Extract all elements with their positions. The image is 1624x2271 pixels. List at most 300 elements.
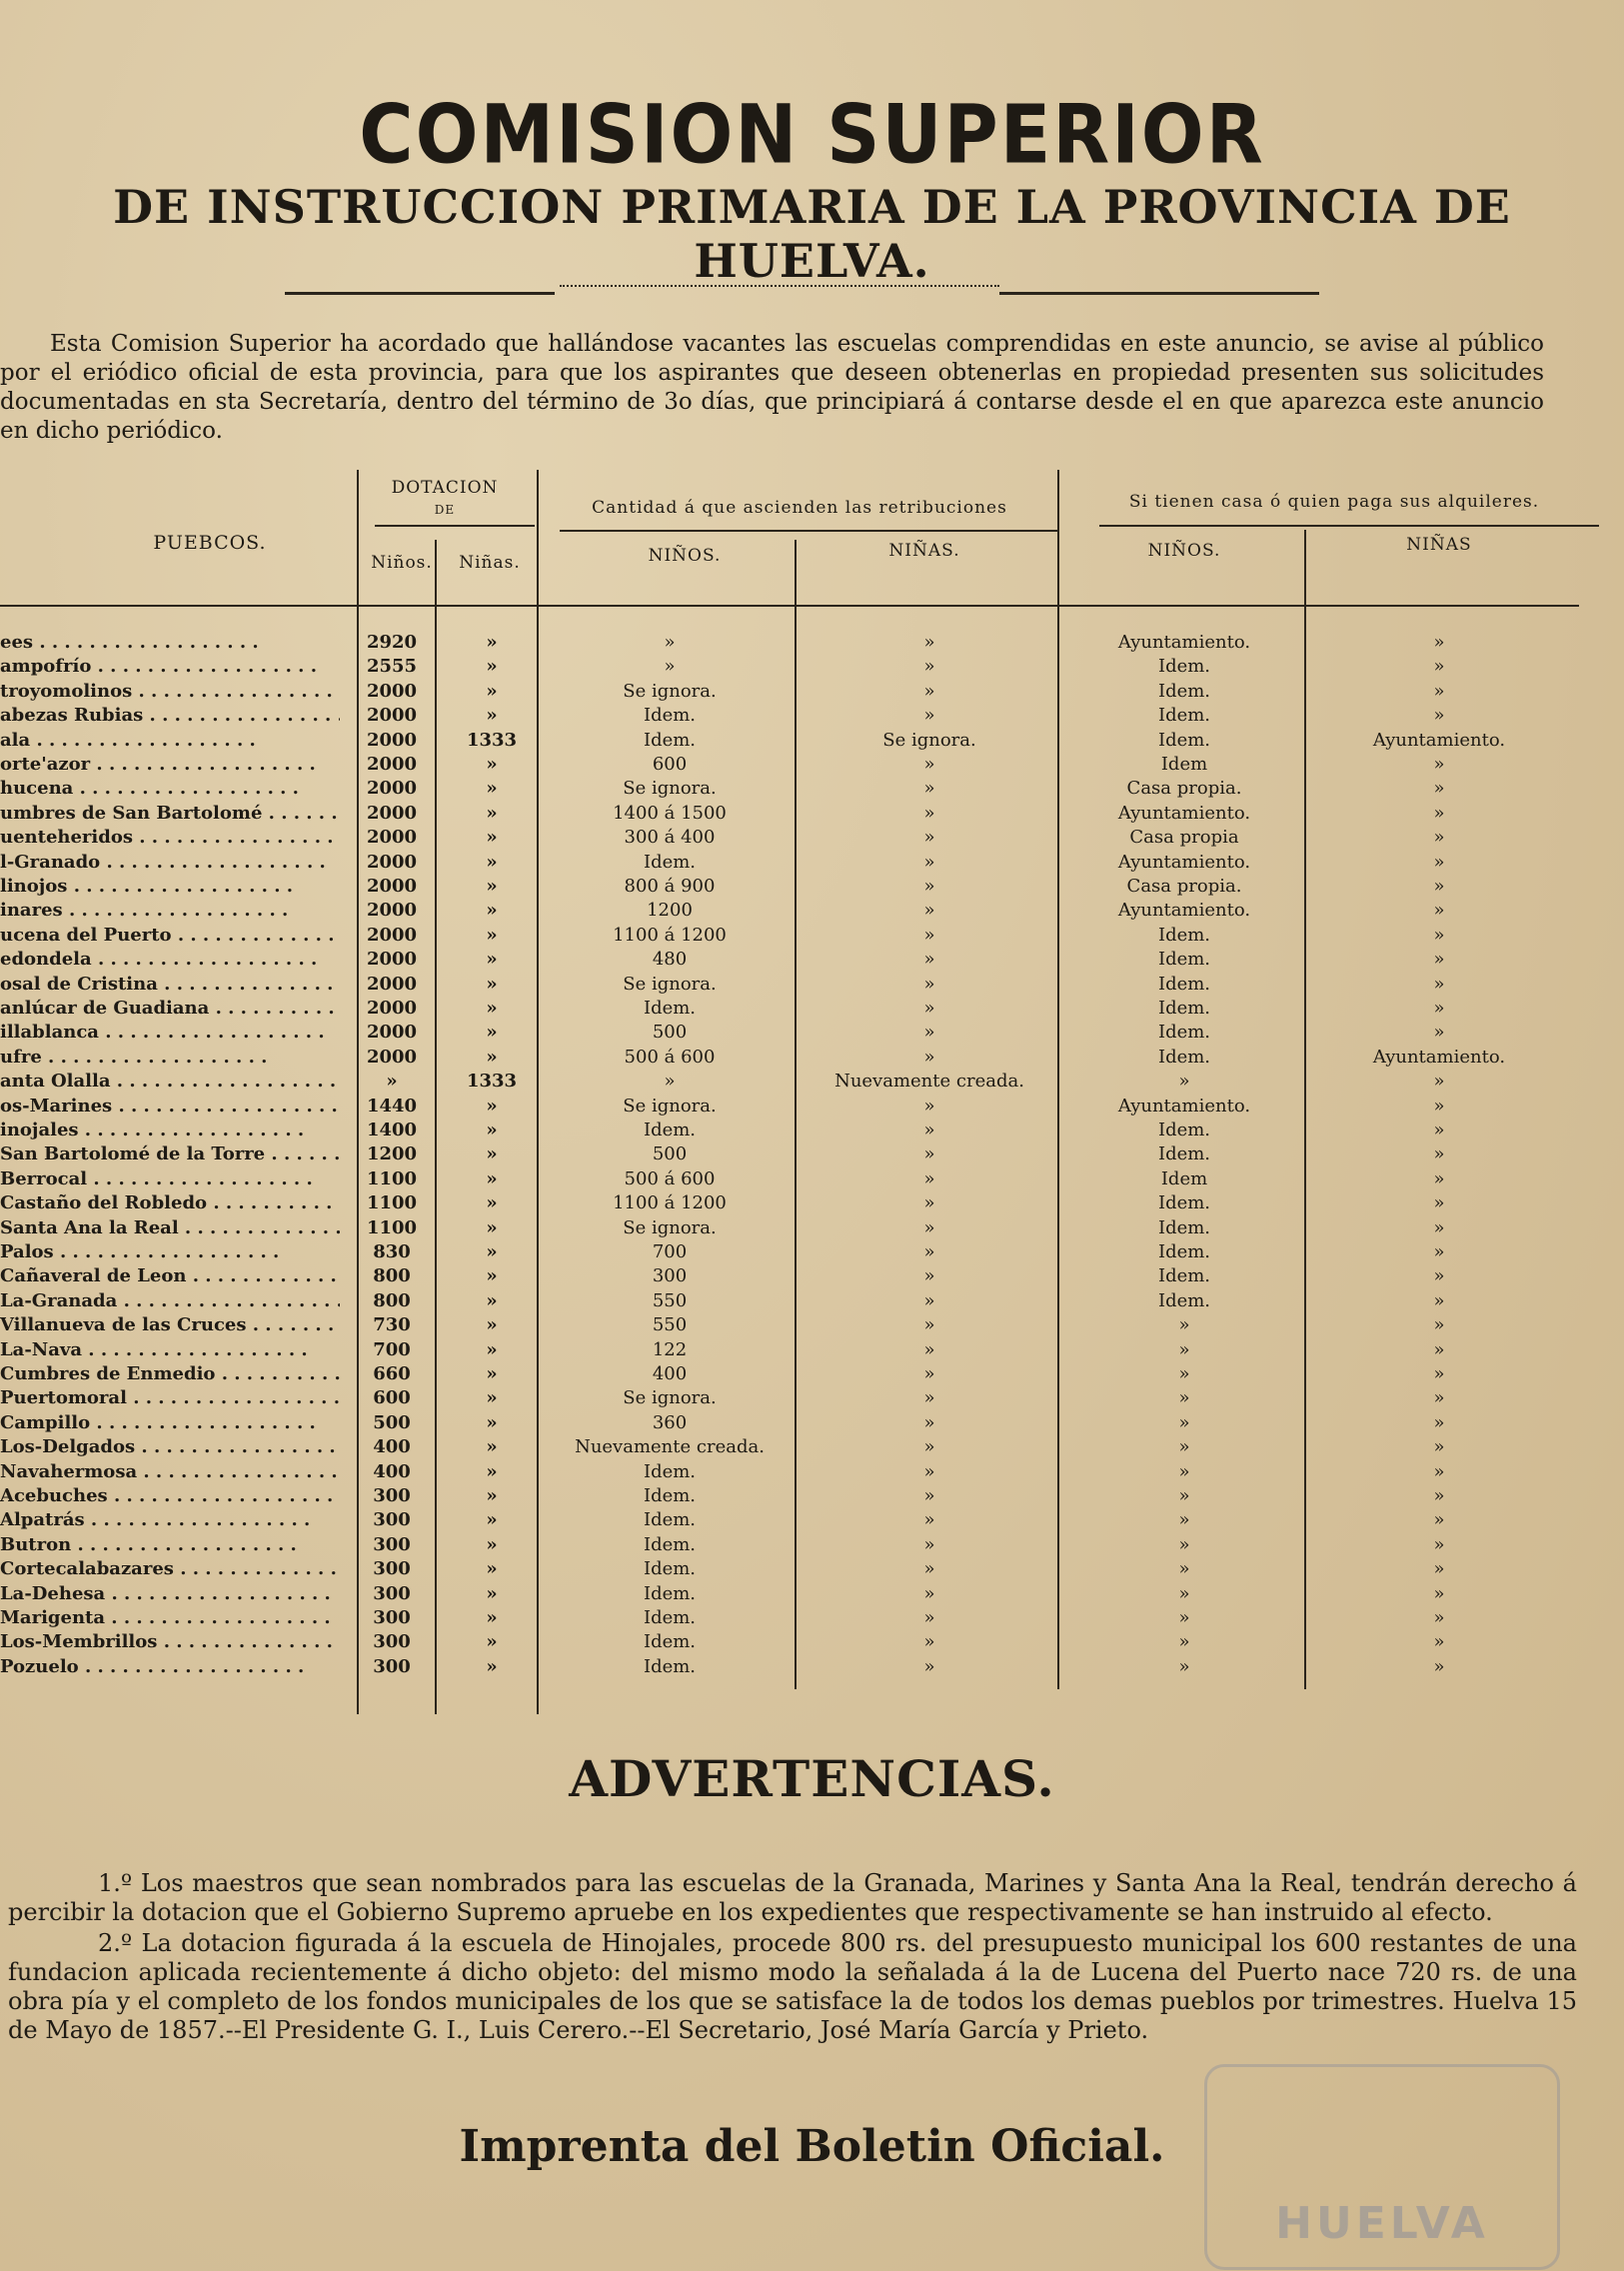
header-dotacion-ninas: Niñas. xyxy=(459,553,521,573)
cell-name: Marigenta . . . xyxy=(0,1607,340,1628)
cell-hn: » xyxy=(1178,1485,1190,1506)
header-bottom-rule xyxy=(0,605,1579,607)
cell-rn: 550 xyxy=(652,1289,688,1311)
cell-hn: Ayuntamiento. xyxy=(1117,802,1251,824)
cell-rs: » xyxy=(923,1387,935,1409)
cell-ns: » xyxy=(486,705,498,727)
cell-nv: 400 xyxy=(373,1460,411,1482)
cell-name: ucena del Puerto . . . xyxy=(0,925,340,946)
cell-hn: Idem. xyxy=(1157,973,1211,995)
cell-nv: 2000 xyxy=(366,973,418,995)
cell-nv: 1400 xyxy=(366,1120,418,1140)
cell-rs: » xyxy=(923,1411,935,1433)
cell-hs: » xyxy=(1433,827,1445,849)
cell-hs: » xyxy=(1433,1460,1445,1482)
cell-hn: Idem. xyxy=(1157,998,1211,1019)
table-row xyxy=(0,1120,1624,1144)
table-row xyxy=(0,1387,1624,1412)
table-row xyxy=(0,705,1624,730)
cell-hn: Idem. xyxy=(1157,729,1211,751)
cell-rn: Se ignora. xyxy=(623,680,717,702)
cell-hn: Idem xyxy=(1160,754,1208,775)
cell-rs: » xyxy=(923,705,935,727)
table-row xyxy=(0,1607,1624,1632)
cell-ns: 1333 xyxy=(466,729,518,751)
table-row xyxy=(0,730,1624,755)
cell-rn: 550 xyxy=(652,1314,688,1336)
cell-rs: » xyxy=(923,1582,935,1604)
cell-rn: Nuevamente creada. xyxy=(575,1436,765,1458)
cell-rs: Se ignora. xyxy=(882,729,976,751)
cell-nv: 2000 xyxy=(366,998,418,1019)
cell-hs: » xyxy=(1433,1289,1445,1311)
cell-ns: » xyxy=(486,754,498,775)
table-row xyxy=(0,1217,1624,1242)
cell-ns: » xyxy=(486,1143,498,1165)
cell-ns: » xyxy=(486,1631,498,1653)
cell-rn: Idem. xyxy=(643,1558,697,1580)
cell-hn: » xyxy=(1178,1655,1190,1677)
cell-rs: » xyxy=(923,1533,935,1555)
table-row xyxy=(0,1265,1624,1290)
cell-nv: 300 xyxy=(373,1655,411,1677)
cell-name: Villanueva de las Cruces . . . xyxy=(0,1314,340,1335)
cell-nv: 2000 xyxy=(366,900,418,922)
cell-hs: » xyxy=(1433,1071,1445,1093)
cell-rs: » xyxy=(923,1363,935,1384)
cell-hn: Idem. xyxy=(1157,924,1211,946)
cell-name: La-Dehesa . . . xyxy=(0,1583,340,1604)
cell-nv: 660 xyxy=(373,1363,411,1384)
cell-hs: » xyxy=(1433,1363,1445,1384)
cell-hs: » xyxy=(1433,1314,1445,1336)
cell-hn: Idem. xyxy=(1157,1216,1211,1238)
cell-ns: » xyxy=(486,1460,498,1482)
cell-rn: 1100 á 1200 xyxy=(613,1192,727,1214)
cell-hs: » xyxy=(1433,1655,1445,1677)
cell-rs: » xyxy=(923,802,935,824)
cell-name: linojos . . . xyxy=(0,876,340,897)
table-row xyxy=(0,827,1624,852)
cell-nv: 2000 xyxy=(366,827,418,849)
cell-hs: » xyxy=(1433,1631,1445,1653)
intro-paragraph: Esta Comision Superior ha acordado que hallándose vacantes las escuelas comprendidas en este anuncio, se avise al público por el eriódico oficial de esta provincia, para que los aspirantes que deseen obtenerlas en propiedad presenten sus solicitudes documentadas en sta Secretaría, dentro del término de 3o días, que principiará á contarse desde el en que aparezca este anuncio en dicho periódico. xyxy=(0,331,1544,444)
header-rule xyxy=(1099,525,1599,527)
cell-rs: » xyxy=(923,1485,935,1506)
cell-hn: Idem. xyxy=(1157,1289,1211,1311)
cell-hn: Idem. xyxy=(1157,1143,1211,1165)
cell-hs: » xyxy=(1433,1387,1445,1409)
cell-hn: Idem. xyxy=(1157,680,1211,702)
cell-nv: 730 xyxy=(373,1314,411,1336)
cell-rs: » xyxy=(923,1143,935,1165)
table-row xyxy=(0,1022,1624,1047)
cell-hs: » xyxy=(1433,656,1445,678)
cell-name: os-Marines . . . xyxy=(0,1096,340,1117)
cell-rs: » xyxy=(923,1289,935,1311)
cell-hn: Idem. xyxy=(1157,1192,1211,1214)
cell-rn: Se ignora. xyxy=(623,1387,717,1409)
cell-hn: Idem xyxy=(1160,1167,1208,1189)
cell-rn: 500 xyxy=(652,1143,688,1165)
cell-hs: » xyxy=(1433,1558,1445,1580)
cell-hs: » xyxy=(1433,778,1445,800)
cell-rs: » xyxy=(923,1607,935,1628)
cell-hn: » xyxy=(1178,1631,1190,1653)
cell-name: La-Nava . . . xyxy=(0,1339,340,1360)
cell-name: edondela . . . xyxy=(0,949,340,970)
table-row xyxy=(0,1241,1624,1266)
cell-hn: Ayuntamiento. xyxy=(1117,632,1251,653)
cell-ns: » xyxy=(486,1509,498,1531)
cell-ns: » xyxy=(486,1582,498,1604)
cell-hn: » xyxy=(1178,1582,1190,1604)
cell-rs: » xyxy=(923,851,935,873)
cell-name: Los-Delgados . . . xyxy=(0,1436,340,1457)
cell-name: Acebuches . . . xyxy=(0,1485,340,1506)
cell-name: umbres de San Bartolomé . . . xyxy=(0,803,340,824)
header-ret-ninas: NIÑAS. xyxy=(888,541,960,561)
cell-rn: 600 xyxy=(652,754,688,775)
seal-text: HUELVA xyxy=(1275,2198,1489,2249)
cell-rn: Idem. xyxy=(643,851,697,873)
table-row xyxy=(0,1314,1624,1339)
cell-rn: Se ignora. xyxy=(623,1216,717,1238)
cell-rn: 1400 á 1500 xyxy=(613,802,727,824)
cell-nv: 2000 xyxy=(366,949,418,971)
header-rule xyxy=(375,525,535,527)
table-row xyxy=(0,949,1624,974)
cell-rn: Idem. xyxy=(643,729,697,751)
cell-hs: » xyxy=(1433,1265,1445,1287)
cell-ns: » xyxy=(486,778,498,800)
cell-nv: 400 xyxy=(373,1436,411,1458)
header-dotacion: DOTACION xyxy=(391,478,499,498)
cell-nv: 2000 xyxy=(366,705,418,727)
cell-hs: » xyxy=(1433,1241,1445,1262)
cell-ns: » xyxy=(486,1363,498,1384)
cell-rs: » xyxy=(923,827,935,849)
cell-rn: 360 xyxy=(652,1411,688,1433)
table-row xyxy=(0,998,1624,1023)
cell-name: Santa Ana la Real . . . xyxy=(0,1217,340,1238)
page-subtitle: DE INSTRUCCION PRIMARIA DE LA PROVINCIA DE HUELVA. xyxy=(113,180,1511,288)
cell-hs: » xyxy=(1433,1120,1445,1140)
header-retribuciones: Cantidad á que ascienden las retribuciones xyxy=(592,498,1007,518)
cell-rn: Idem. xyxy=(643,1533,697,1555)
cell-ns: » xyxy=(486,1095,498,1117)
cell-rs: » xyxy=(923,1095,935,1117)
cell-rs: » xyxy=(923,1216,935,1238)
cell-ns: » xyxy=(486,827,498,849)
cell-hs: Ayuntamiento. xyxy=(1372,729,1506,751)
cell-rn: » xyxy=(664,632,676,653)
table-row xyxy=(0,1558,1624,1583)
cell-nv: 300 xyxy=(373,1485,411,1506)
cell-ns: » xyxy=(486,1436,498,1458)
cell-rs: » xyxy=(923,1120,935,1140)
cell-rs: » xyxy=(923,632,935,653)
cell-rn: Idem. xyxy=(643,1655,697,1677)
cell-hn: Idem. xyxy=(1157,705,1211,727)
table-row xyxy=(0,1339,1624,1364)
cell-rn: Idem. xyxy=(643,1509,697,1531)
cell-hs: » xyxy=(1433,1338,1445,1360)
cell-name: hucena . . . xyxy=(0,778,340,799)
table-row xyxy=(0,1168,1624,1193)
cell-ns: » xyxy=(486,1338,498,1360)
table-row xyxy=(0,1485,1624,1510)
cell-hn: » xyxy=(1178,1460,1190,1482)
cell-nv: 1100 xyxy=(366,1216,418,1238)
table-row xyxy=(0,1656,1624,1681)
cell-ns: » xyxy=(486,1167,498,1189)
cell-rs: » xyxy=(923,1192,935,1214)
table-row xyxy=(0,1143,1624,1168)
cell-name: Cortecalabazares . . . xyxy=(0,1558,340,1579)
cell-rs: Nuevamente creada. xyxy=(834,1071,1024,1093)
cell-rn: 700 xyxy=(652,1241,688,1262)
cell-hs: » xyxy=(1433,1167,1445,1189)
cell-name: Castaño del Robledo . . . xyxy=(0,1192,340,1213)
cell-hn: Ayuntamiento. xyxy=(1117,900,1251,922)
cell-rs: » xyxy=(923,998,935,1019)
cell-name: Cumbres de Enmedio . . . xyxy=(0,1363,340,1384)
cell-rs: » xyxy=(923,1265,935,1287)
cell-hs: » xyxy=(1433,1022,1445,1044)
cell-ns: » xyxy=(486,1655,498,1677)
cell-hn: Ayuntamiento. xyxy=(1117,1095,1251,1117)
header-rule xyxy=(560,530,1059,532)
cell-hs: » xyxy=(1433,1192,1445,1214)
cell-nv: 2000 xyxy=(366,729,418,751)
cell-hn: Idem. xyxy=(1157,1241,1211,1262)
cell-nv: 2000 xyxy=(366,680,418,702)
note-2: 2.º La dotacion figurada á la escuela de Hinojales, procede 800 rs. del presupuesto municipal los 600 restantes de una fundacion aplicada recientemente á dicho objeto: del mismo modo la señalada á la de Lucena del Puerto nace 720 rs. de una obra pía y el completo de los fondos municipales de los que se satisface la de todos los demas pueblos por trimestres. Huelva 15 de Mayo de 1857.--El Presidente G. I., Luis Cerero.--El Secretario, José María García y Prieto. xyxy=(8,1929,1577,2044)
cell-rn: 400 xyxy=(652,1363,688,1384)
cell-hs: » xyxy=(1433,998,1445,1019)
cell-name: ees . . . xyxy=(0,632,340,653)
cell-hs: » xyxy=(1433,1607,1445,1628)
cell-nv: 1200 xyxy=(366,1143,418,1165)
cell-nv: 700 xyxy=(373,1338,411,1360)
cell-nv: 300 xyxy=(373,1533,411,1555)
header-dotacion-ninos: Niños. xyxy=(371,553,433,573)
cell-ns: » xyxy=(486,900,498,922)
table-row xyxy=(0,1534,1624,1559)
cell-rs: » xyxy=(923,1314,935,1336)
table-row xyxy=(0,632,1624,657)
cell-rn: Idem. xyxy=(643,1582,697,1604)
cell-name: Navahermosa . . . xyxy=(0,1461,340,1482)
cell-name: inojales . . . xyxy=(0,1120,340,1140)
cell-name: Palos . . . xyxy=(0,1241,340,1262)
cell-rn: Se ignora. xyxy=(623,1095,717,1117)
cell-nv: 800 xyxy=(373,1265,411,1287)
table-row xyxy=(0,1509,1624,1534)
cell-rn: » xyxy=(664,656,676,678)
cell-rn: Idem. xyxy=(643,1607,697,1628)
cell-nv: 500 xyxy=(373,1411,411,1433)
cell-ns: » xyxy=(486,1022,498,1044)
cell-ns: » xyxy=(486,949,498,971)
cell-ns: » xyxy=(486,1314,498,1336)
cell-nv: 300 xyxy=(373,1582,411,1604)
cell-nv: 600 xyxy=(373,1387,411,1409)
table-row xyxy=(0,1412,1624,1437)
cell-ns: » xyxy=(486,1289,498,1311)
table-row xyxy=(0,1461,1624,1486)
cell-ns: » xyxy=(486,656,498,678)
cell-rn: Idem. xyxy=(643,1631,697,1653)
cell-hn: » xyxy=(1178,1558,1190,1580)
cell-ns: » xyxy=(486,1387,498,1409)
cell-hn: Idem. xyxy=(1157,949,1211,971)
header-pueblos: PUEBCOS. xyxy=(153,532,267,554)
cell-rn: Idem. xyxy=(643,998,697,1019)
cell-ns: » xyxy=(486,1485,498,1506)
cell-rn: 1200 xyxy=(647,900,693,922)
cell-rs: » xyxy=(923,1338,935,1360)
cell-name: l-Granado . . . xyxy=(0,852,340,873)
cell-hs: » xyxy=(1433,1216,1445,1238)
table-row xyxy=(0,681,1624,706)
cell-hs: » xyxy=(1433,754,1445,775)
cell-ns: » xyxy=(486,1216,498,1238)
cell-hs: » xyxy=(1433,949,1445,971)
header-casa-ninas: NIÑAS xyxy=(1406,535,1472,555)
cell-ns: » xyxy=(486,851,498,873)
cell-nv: 2000 xyxy=(366,1046,418,1068)
cell-ns: » xyxy=(486,1120,498,1140)
cell-name: anlúcar de Guadiana . . . xyxy=(0,998,340,1019)
cell-nv: 2000 xyxy=(366,778,418,800)
cell-hn: » xyxy=(1178,1607,1190,1628)
cell-name: illablanca . . . xyxy=(0,1022,340,1043)
table-row xyxy=(0,656,1624,681)
cell-nv: 2920 xyxy=(366,632,418,653)
cell-rs: » xyxy=(923,1509,935,1531)
cell-nv: 2000 xyxy=(366,851,418,873)
cell-ns: » xyxy=(486,1046,498,1068)
cell-hn: Idem. xyxy=(1157,1120,1211,1140)
cell-hs: » xyxy=(1433,680,1445,702)
cell-hn: Idem. xyxy=(1157,1046,1211,1068)
table-row xyxy=(0,1047,1624,1072)
cell-hs: » xyxy=(1433,1533,1445,1555)
cell-rn: » xyxy=(664,1071,676,1093)
cell-rn: 300 xyxy=(652,1265,688,1287)
cell-rs: » xyxy=(923,949,935,971)
cell-name: San Bartolomé de la Torre . . . xyxy=(0,1143,340,1164)
cell-name: Alpatrás . . . xyxy=(0,1509,340,1530)
note-1: 1.º Los maestros que sean nombrados para las escuelas de la Granada, Marines y Santa Ana la Real, tendrán derecho á percibir la dotacion que el Gobierno Supremo apruebe en los expedientes que respectivamente se han instruido al efecto. xyxy=(8,1869,1577,1926)
cell-hn: » xyxy=(1178,1314,1190,1336)
ornament-rule-right xyxy=(999,292,1319,295)
cell-ns: » xyxy=(486,924,498,946)
cell-rn: Se ignora. xyxy=(623,973,717,995)
cell-hn: Casa propia. xyxy=(1126,778,1242,800)
cell-name: ufre . . . xyxy=(0,1047,340,1068)
header-de: DE xyxy=(434,503,456,517)
cell-nv: 2000 xyxy=(366,1022,418,1044)
cell-hs: » xyxy=(1433,1509,1445,1531)
table-row xyxy=(0,900,1624,925)
cell-ns: » xyxy=(486,802,498,824)
cell-hs: » xyxy=(1433,705,1445,727)
cell-rs: » xyxy=(923,680,935,702)
cell-rs: » xyxy=(923,973,935,995)
header-ret-ninos: NIÑOS. xyxy=(648,546,722,566)
cell-rs: » xyxy=(923,1460,935,1482)
cell-rn: 1100 á 1200 xyxy=(613,924,727,946)
cell-rn: 500 á 600 xyxy=(624,1167,716,1189)
table-row xyxy=(0,974,1624,999)
cell-name: Butron . . . xyxy=(0,1534,340,1555)
cell-name: ala . . . xyxy=(0,730,340,751)
cell-rn: Idem. xyxy=(643,1460,697,1482)
cell-nv: 830 xyxy=(373,1241,411,1262)
cell-rs: » xyxy=(923,1436,935,1458)
cell-rn: Se ignora. xyxy=(623,778,717,800)
cell-nv: 2000 xyxy=(366,924,418,946)
table-row xyxy=(0,1071,1624,1096)
ornament-divider xyxy=(560,285,999,297)
cell-nv: 300 xyxy=(373,1558,411,1580)
cell-hs: » xyxy=(1433,1095,1445,1117)
table-row xyxy=(0,925,1624,950)
cell-rn: Idem. xyxy=(643,1485,697,1506)
library-seal-stamp xyxy=(1204,2064,1560,2270)
cell-rn: 500 á 600 xyxy=(624,1046,716,1068)
cell-name: troyomolinos . . . xyxy=(0,681,340,702)
cell-rs: » xyxy=(923,1631,935,1653)
cell-hs: » xyxy=(1433,1436,1445,1458)
cell-name: uenteheridos . . . xyxy=(0,827,340,848)
cell-hs: » xyxy=(1433,1411,1445,1433)
cell-name: Campillo . . . xyxy=(0,1412,340,1433)
cell-ns: » xyxy=(486,1558,498,1580)
cell-ns: » xyxy=(486,998,498,1019)
cell-rs: » xyxy=(923,876,935,897)
cell-rs: » xyxy=(923,656,935,678)
cell-name: Los-Membrillos . . . xyxy=(0,1631,340,1652)
cell-rs: » xyxy=(923,1655,935,1677)
table-row xyxy=(0,1192,1624,1217)
cell-name: Puertomoral . . . xyxy=(0,1387,340,1408)
cell-rn: Idem. xyxy=(643,1120,697,1140)
imprenta-footer: Imprenta del Boletin Oficial. xyxy=(459,2121,1165,2172)
table-row xyxy=(0,803,1624,828)
cell-hs: » xyxy=(1433,973,1445,995)
table-row xyxy=(0,1631,1624,1656)
cell-hs: » xyxy=(1433,876,1445,897)
cell-hs: » xyxy=(1433,802,1445,824)
cell-hn: Casa propia xyxy=(1129,827,1239,849)
cell-rs: » xyxy=(923,924,935,946)
cell-name: Berrocal . . . xyxy=(0,1168,340,1189)
cell-ns: » xyxy=(486,1607,498,1628)
cell-hs: » xyxy=(1433,632,1445,653)
header-casa: Si tienen casa ó quien paga sus alquileres. xyxy=(1128,492,1540,512)
cell-ns: » xyxy=(486,1192,498,1214)
cell-hn: » xyxy=(1178,1436,1190,1458)
cell-rs: » xyxy=(923,1167,935,1189)
cell-rs: » xyxy=(923,1241,935,1262)
cell-nv: 1440 xyxy=(366,1095,418,1117)
cell-nv: 300 xyxy=(373,1509,411,1531)
cell-hs: » xyxy=(1433,1582,1445,1604)
